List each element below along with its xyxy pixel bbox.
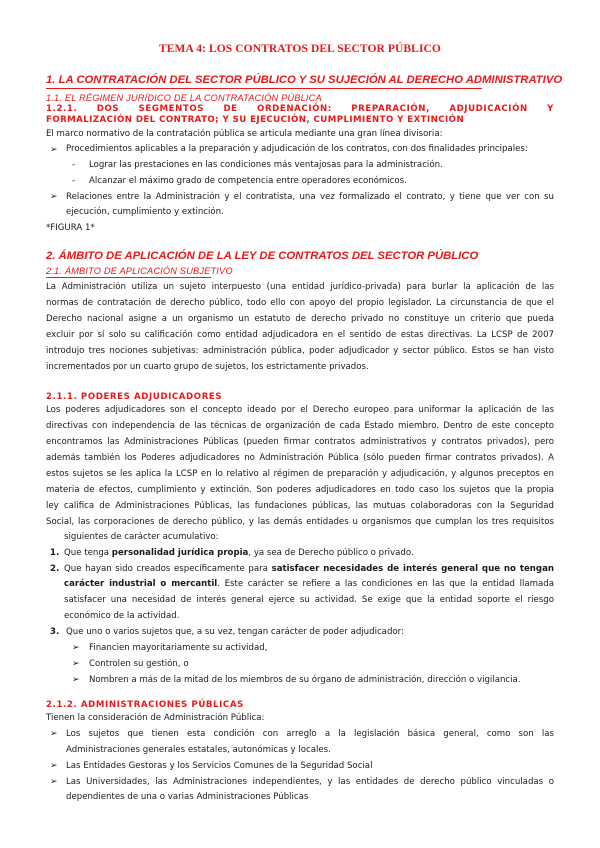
arrow-bullet-icon: ➢ (72, 659, 80, 669)
list-item-continued (64, 577, 554, 592)
arrow-bullet-icon: ➢ (72, 643, 80, 653)
page-title: TEMA 4: LOS CONTRATOS DEL SECTOR PÚBLICO (159, 43, 441, 55)
text-span: . Este carácter se refiere a las condiciones en las que la entidad llamada (217, 579, 554, 589)
paragraph-line: Los poderes adjudicadores son el concepto ideado por el Derecho europeo para uniformar la aplicación de las (46, 405, 554, 415)
text-span: Que hayan sido creados específicamente para (64, 564, 272, 574)
section-1-2-1-heading-line2: FORMALIZACIÓN DEL CONTRATO; Y SU EJECUCIÓN, CUMPLIMIENTO Y EXTINCIÓN (46, 115, 465, 125)
section-1-heading: 1. LA CONTRATACIÓN DEL SECTOR PÚBLICO Y SU SUJECIÓN AL DERECHO ADMINISTRATIVO (46, 74, 563, 86)
list-item (64, 546, 554, 561)
paragraph-line: Social, las corporaciones de derecho público, y las demás entidades u organismos que cumplan los tres requisitos (46, 517, 554, 527)
dash-bullet-icon: - (72, 176, 76, 186)
figure-reference: *FIGURA 1* (46, 223, 95, 233)
paragraph-line: siguientes de carácter acumulativo: (64, 532, 219, 542)
dash-bullet-icon: - (72, 160, 76, 170)
list-item: Relaciones entre la Administración y el contratista, una vez formalizado el contrato, y tiene que ver con su (66, 192, 554, 202)
arrow-bullet-icon: ➢ (50, 777, 58, 787)
list-item: Financien mayoritariamente su actividad, (89, 643, 268, 653)
paragraph-line: La Administración utiliza un sujeto interpuesto (una entidad jurídico-privada) para burlar la aplicación de las (46, 282, 554, 292)
list-item-continued: dependientes de una o varias Administraciones Públicas (66, 792, 309, 802)
paragraph-line: directivas con independencia de las técnicas de organización de cada Estado miembro. Dentro de este concepto (46, 421, 554, 431)
section-1-2-1-heading-line1: 1.2.1. DOS SEGMENTOS DE ORDENACIÓN: PREPARACIÓN, ADJUDICACIÓN Y (46, 104, 554, 114)
list-item: Las Universidades, las Administraciones independientes, y las entidades de derecho público vinculadas o (66, 777, 554, 787)
section-1-underline (46, 88, 482, 89)
list-item: Nombren a más de la mitad de los miembros de su órgano de administración, dirección o vigilancia. (89, 675, 521, 685)
list-item-continued: satisfacer una necesidad de interés general ejerce su actividad. Se exige que la entidad soporte el riesgo (64, 595, 554, 605)
section-2-heading: 2. ÁMBITO DE APLICACIÓN DE LA LEY DE CONTRATOS DEL SECTOR PÚBLICO (46, 250, 479, 262)
list-item-continued: Administraciones generales estatales, autonómicas y locales. (66, 745, 331, 755)
list-item: Controlen su gestión, o (89, 659, 189, 669)
paragraph-line: además también los Poderes adjudicadores no Administración Pública (sólo pueden firmar contratos privados). A (46, 453, 554, 463)
bold-text: carácter industrial o mercantil (64, 579, 218, 589)
list-item: Alcanzar el máximo grado de competencia entre operadores económicos. (89, 176, 407, 186)
arrow-bullet-icon: ➢ (50, 192, 58, 202)
arrow-bullet-icon: ➢ (72, 675, 80, 685)
intro-paragraph: Tienen la consideración de Administración Pública: (46, 713, 265, 723)
section-2-1-heading: 2.1. ÁMBITO DE APLICACIÓN SUBJETIVO (46, 266, 233, 276)
list-item: Las Entidades Gestoras y los Servicios Comunes de la Seguridad Social (66, 761, 373, 771)
text-span: , ya sea de Derecho público o privado. (248, 548, 414, 558)
section-2-1-underline (46, 277, 211, 278)
intro-paragraph: El marco normativo de la contratación pública se articula mediante una gran línea divisoria: (46, 129, 443, 139)
list-number: 2. (50, 564, 60, 574)
list-item-continued: ejecución, cumplimiento y extinción. (66, 207, 224, 217)
section-2-1-2-heading: 2.1.2. ADMINISTRACIONES PÚBLICAS (46, 700, 244, 710)
paragraph-line: Derecho nacional asigne a un organismo un estatuto de derecho privado no constituye un criterio que pueda (46, 314, 554, 324)
list-item: Los sujetos que tienen esta condición con arreglo a la legislación básica general, como son las (66, 729, 554, 739)
list-number: 3. (50, 627, 60, 637)
arrow-bullet-icon: ➢ (50, 761, 58, 771)
bold-text: personalidad jurídica propia (111, 548, 249, 558)
paragraph-line: ley califica de Administraciones Públicas, las fundaciones públicas, las mutuas colaboradoras con la Seguridad (46, 501, 554, 511)
list-item: Lograr las prestaciones en las condiciones más ventajosas para la administración. (89, 160, 443, 170)
paragraph-line: estos sujetos se les aplica la LCSP en lo relativo al régimen de preparación y adjudicación, y algunos preceptos en (46, 469, 554, 479)
text-span: Que tenga (64, 548, 112, 558)
section-2-1-1-heading: 2.1.1. PODERES ADJUDICADORES (46, 392, 223, 402)
arrow-bullet-icon: ➢ (50, 145, 58, 155)
arrow-bullet-icon: ➢ (50, 729, 58, 739)
list-item: Que uno o varios sujetos que, a su vez, tengan carácter de poder adjudicador: (66, 627, 404, 637)
section-1-1-heading: 1.1. EL RÉGIMEN JURÍDICO DE LA CONTRATACIÓN PÚBLICA (46, 93, 322, 103)
paragraph-line: excluir por sí solo su calificación como entidad adjudicadora en el sentido de estas directivas. La LCSP de 2007 (46, 330, 554, 340)
list-number: 1. (50, 548, 60, 558)
list-item (64, 562, 554, 577)
paragraph-line: incrementados por un cuarto grupo de sujetos, los estrictamente privados. (46, 362, 369, 372)
list-item: Procedimientos aplicables a la preparación y adjudicación de los contratos, con dos finalidades principales: (66, 144, 528, 154)
bold-text: satisfacer necesidades de interés general que no tengan (271, 564, 554, 574)
paragraph-line: encontramos las Administraciones Públicas (pueden firmar contratos administrativos y contratos privados), pero (46, 437, 554, 447)
list-item-continued: económico de la actividad. (64, 611, 180, 621)
paragraph-line: normas de contratación de derecho público, todo ello con apoyo del propio legislador. La circunstancia de que el (46, 298, 554, 308)
paragraph-line: materia de efectos, cumplimiento y extinción. Son poderes adjudicadores en todo caso los sujetos que la propia (46, 485, 554, 495)
paragraph-line: introdujo tres nociones subjetivas: administración pública, poder adjudicador y sector público. Estos se han visto (46, 346, 554, 356)
